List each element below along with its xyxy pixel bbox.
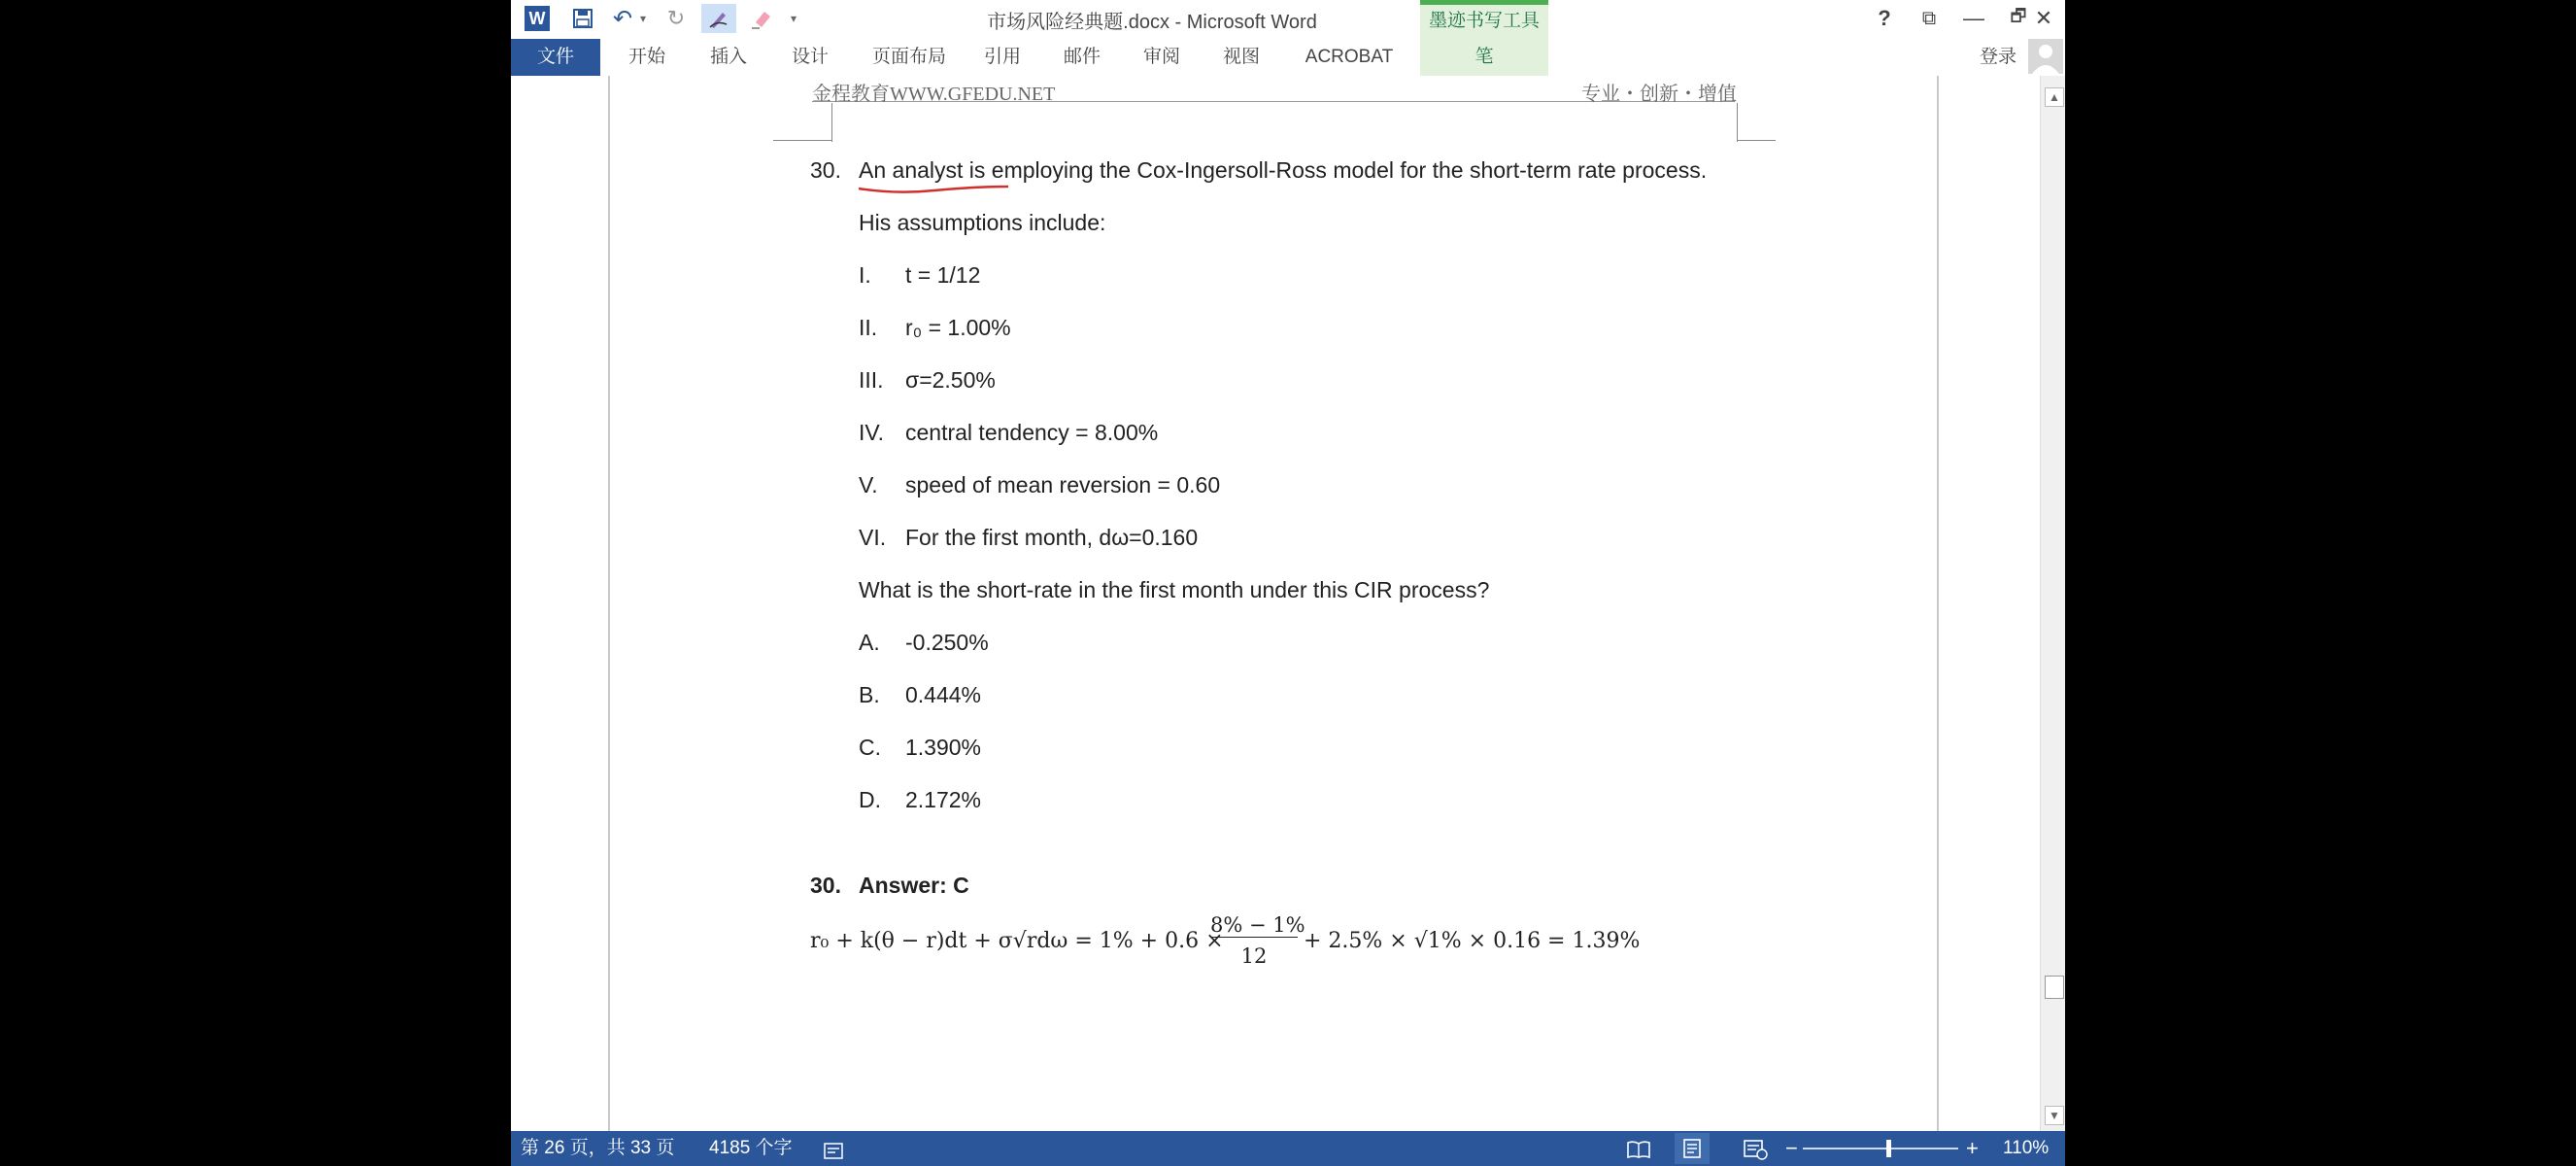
formula-denominator: 12 xyxy=(1240,944,1268,968)
window-title: 市场风险经典题.docx - Microsoft Word xyxy=(987,12,1317,33)
read-mode-icon[interactable] xyxy=(1626,1138,1651,1159)
zoom-in-button[interactable]: + xyxy=(1966,1136,1979,1160)
word-app-icon[interactable] xyxy=(523,5,552,32)
vertical-scrollbar[interactable] xyxy=(2040,76,2065,1131)
tab-review[interactable]: 审阅 xyxy=(1142,47,1180,67)
tab-design[interactable]: 设计 xyxy=(791,47,829,67)
tab-acrobat[interactable]: ACROBAT xyxy=(1305,47,1394,67)
document-area[interactable] xyxy=(511,76,2065,1131)
option-text: 2.172% xyxy=(905,787,982,812)
redo-icon[interactable]: ↻ xyxy=(666,6,686,30)
zoom-slider-thumb[interactable] xyxy=(1886,1140,1891,1157)
eraser-icon[interactable] xyxy=(744,4,779,33)
assumption-label: III. xyxy=(859,367,884,393)
sign-in-link[interactable]: 登录 xyxy=(1980,47,2017,67)
question-intro: His assumptions include: xyxy=(859,210,1106,235)
assumption-label: VI. xyxy=(859,525,887,550)
avatar[interactable] xyxy=(2028,39,2063,74)
tab-pen[interactable]: 笔 xyxy=(1420,39,1548,76)
scroll-down-arrow-icon[interactable]: ▼ xyxy=(2045,1106,2064,1125)
word-window xyxy=(511,0,2065,1166)
word-logo-letter: W xyxy=(525,6,550,31)
help-icon[interactable]: ? xyxy=(1878,6,1891,30)
tab-references[interactable]: 引用 xyxy=(983,47,1021,67)
margin-mark-left xyxy=(812,103,832,142)
print-layout-icon[interactable] xyxy=(1675,1133,1710,1164)
status-bar xyxy=(511,1131,2065,1166)
question-stem: An analyst is employing the Cox-Ingersoll-Ross model for the short-term rate process. xyxy=(859,157,1708,183)
option-label: A. xyxy=(859,630,880,655)
page-left-edge xyxy=(608,76,610,1131)
title-bar xyxy=(511,0,2065,39)
assumption-text: r₀ = 1.00% xyxy=(905,315,1011,340)
margin-mark-left-horizontal xyxy=(773,140,831,141)
tab-insert[interactable]: 插入 xyxy=(709,47,747,67)
tab-file[interactable]: 文件 xyxy=(511,39,600,76)
assumption-text: speed of mean reversion = 0.60 xyxy=(905,472,1221,497)
answer-text: Answer: C xyxy=(859,873,969,898)
margin-mark-right xyxy=(1737,103,1738,142)
ribbon-display-options-icon[interactable]: ⧉ xyxy=(1921,7,1937,29)
restore-icon[interactable]: 🗗 xyxy=(2010,6,2027,25)
formula-rhs: + 2.5% × √1% × 0.16 = 1.39% xyxy=(1304,929,1641,953)
page-header-left: 金程教育WWW.GFEDU.NET xyxy=(812,84,1056,105)
option-label: B. xyxy=(859,682,880,707)
assumption-text: σ=2.50% xyxy=(905,367,996,393)
pen-icon[interactable] xyxy=(701,4,736,33)
undo-dropdown-icon[interactable]: ▾ xyxy=(639,12,647,25)
question-number: 30. xyxy=(810,157,841,183)
assumption-text: For the first month, dω=0.160 xyxy=(905,525,1199,550)
zoom-level[interactable]: 110% xyxy=(2003,1138,2050,1158)
scroll-up-arrow-icon[interactable]: ▲ xyxy=(2045,87,2064,107)
formula-lhs: r₀ + k(θ − r)dt + σ√rdω = 1% + 0.6 × xyxy=(810,929,1224,953)
tab-view[interactable]: 视图 xyxy=(1222,47,1260,67)
tab-mailings[interactable]: 邮件 xyxy=(1063,47,1101,67)
margin-mark-right-horizontal xyxy=(1737,140,1776,141)
word-count[interactable]: 4185 个字 xyxy=(709,1138,793,1158)
tab-page-layout[interactable]: 页面布局 xyxy=(871,47,946,67)
assumption-label: V. xyxy=(859,472,878,497)
save-icon[interactable] xyxy=(565,4,600,33)
option-text: 1.390% xyxy=(905,735,982,760)
zoom-out-button[interactable]: − xyxy=(1785,1136,1798,1160)
question-prompt: What is the short-rate in the first month under this CIR process? xyxy=(859,577,1490,602)
option-label: C. xyxy=(859,735,881,760)
page-right-edge xyxy=(1937,76,1939,1131)
assumption-text: t = 1/12 xyxy=(905,262,981,288)
ink-tools-contextual-group: 墨迹书写工具 xyxy=(1420,0,1548,39)
page-count[interactable]: 第 26 页，共 33 页 xyxy=(521,1138,675,1158)
tab-home[interactable]: 开始 xyxy=(627,47,665,67)
minimize-icon[interactable]: — xyxy=(1963,6,1984,30)
web-layout-icon[interactable] xyxy=(1743,1138,1768,1159)
undo-icon[interactable]: ↶ xyxy=(612,5,633,32)
assumption-label: II. xyxy=(859,315,878,340)
assumption-text: central tendency = 8.00% xyxy=(905,420,1159,445)
page-header-right: 专业・创新・增值 xyxy=(1581,84,1737,105)
ink-underline xyxy=(857,183,1012,196)
option-text: -0.250% xyxy=(905,630,989,655)
ribbon-tabs xyxy=(511,39,2065,77)
zoom-slider-track[interactable] xyxy=(1803,1148,1958,1149)
option-text: 0.444% xyxy=(905,682,982,707)
answer-formula xyxy=(810,913,1684,972)
assumption-label: IV. xyxy=(859,420,885,445)
proofing-icon[interactable] xyxy=(824,1139,845,1158)
scroll-thumb[interactable] xyxy=(2045,976,2064,999)
close-icon[interactable]: ✕ xyxy=(2034,6,2053,30)
formula-numerator: 8% − 1% xyxy=(1210,913,1305,937)
option-label: D. xyxy=(859,787,881,812)
customize-toolbar-icon[interactable]: ▾ xyxy=(790,12,797,25)
assumption-label: I. xyxy=(859,262,871,288)
answer-number: 30. xyxy=(810,873,841,898)
